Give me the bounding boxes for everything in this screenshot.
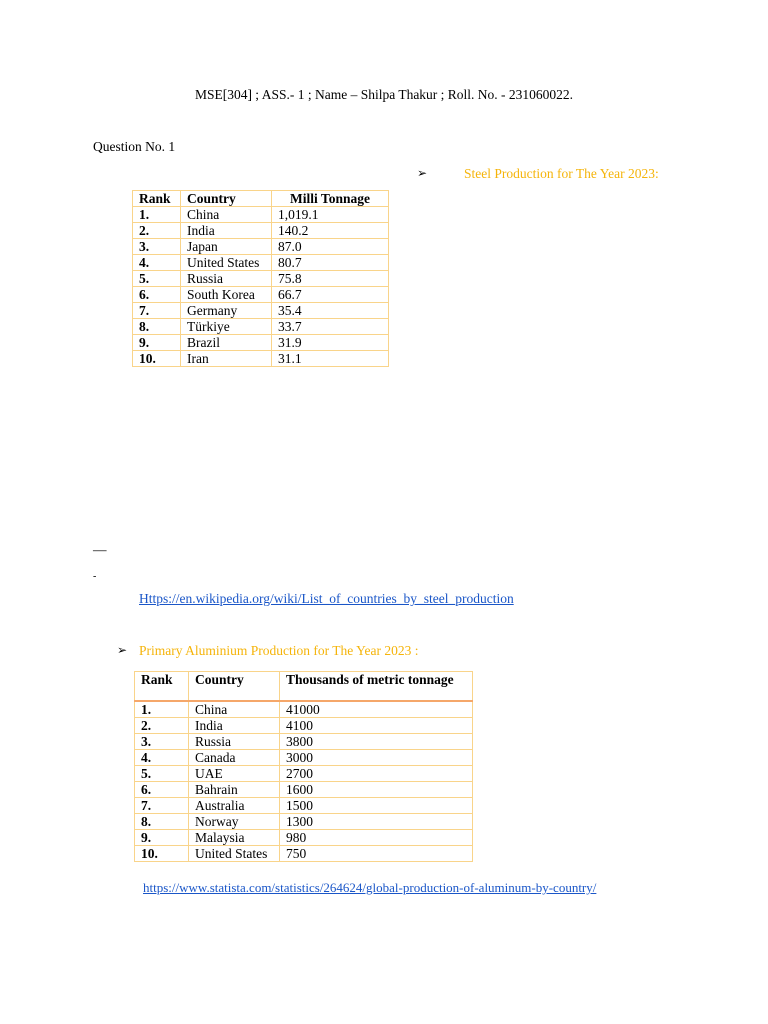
table-row <box>133 335 389 351</box>
rank-cell: 10. <box>135 846 189 862</box>
country-cell: India <box>181 223 272 239</box>
table-row <box>135 766 473 782</box>
value-cell: 41000 <box>280 701 473 718</box>
aluminium-source-link[interactable]: https://www.statista.com/statistics/264624/global-production-of-aluminum-by-country/ <box>143 880 597 895</box>
value-cell: 750 <box>280 846 473 862</box>
table-row <box>135 782 473 798</box>
rank-cell: 4. <box>135 750 189 766</box>
country-cell: Iran <box>181 351 272 367</box>
table-header-row <box>135 672 473 702</box>
country-cell: Norway <box>189 814 280 830</box>
column-header-rank: Rank <box>133 191 181 207</box>
aluminium-production-table <box>134 671 473 862</box>
dash-mark: — <box>93 542 107 557</box>
rank-cell: 5. <box>133 271 181 287</box>
rank-cell: 1. <box>133 207 181 223</box>
rank-cell: 7. <box>135 798 189 814</box>
country-cell: Bahrain <box>189 782 280 798</box>
column-header-country: Country <box>189 672 280 702</box>
country-cell: India <box>189 718 280 734</box>
rank-cell: 9. <box>135 830 189 846</box>
country-cell: UAE <box>189 766 280 782</box>
country-cell: Brazil <box>181 335 272 351</box>
rank-cell: 10. <box>133 351 181 367</box>
table-header-row <box>133 191 389 207</box>
value-cell: 3000 <box>280 750 473 766</box>
steel-production-table <box>132 190 389 367</box>
rank-cell: 3. <box>135 734 189 750</box>
arrow-bullet-icon: ➢ <box>117 643 128 657</box>
rank-cell: 5. <box>135 766 189 782</box>
country-cell: China <box>189 701 280 718</box>
question-label: Question No. 1 <box>93 139 176 154</box>
document-header: MSE[304] ; ASS.- 1 ; Name – Shilpa Thakur ; Roll. No. - 231060022. <box>194 87 574 102</box>
rank-cell: 6. <box>133 287 181 303</box>
steel-source-link[interactable]: Https://en.wikipedia.org/wiki/List_of_countries_by_steel_production <box>139 591 514 606</box>
table-row <box>133 287 389 303</box>
value-cell: 87.0 <box>272 239 389 255</box>
column-header-rank: Rank <box>135 672 189 702</box>
rank-cell: 9. <box>133 335 181 351</box>
country-cell: Russia <box>181 271 272 287</box>
table-row <box>133 207 389 223</box>
value-cell: 3800 <box>280 734 473 750</box>
table-row <box>135 798 473 814</box>
column-header-value: Milli Tonnage <box>272 191 389 207</box>
rank-cell: 7. <box>133 303 181 319</box>
aluminium-section-heading: Primary Aluminium Production for The Year 2023 : <box>139 643 419 658</box>
country-cell: Canada <box>189 750 280 766</box>
table-row <box>133 255 389 271</box>
table-row <box>135 814 473 830</box>
value-cell: 140.2 <box>272 223 389 239</box>
table-row <box>133 351 389 367</box>
country-cell: United States <box>181 255 272 271</box>
table-row <box>135 701 473 718</box>
column-header-country: Country <box>181 191 272 207</box>
value-cell: 66.7 <box>272 287 389 303</box>
rank-cell: 8. <box>135 814 189 830</box>
rank-cell: 1. <box>135 701 189 718</box>
arrow-bullet-icon: ➢ <box>417 166 428 180</box>
value-cell: 35.4 <box>272 303 389 319</box>
value-cell: 31.9 <box>272 335 389 351</box>
table-row <box>135 750 473 766</box>
table-row <box>133 271 389 287</box>
country-cell: Japan <box>181 239 272 255</box>
value-cell: 1,019.1 <box>272 207 389 223</box>
value-cell: 31.1 <box>272 351 389 367</box>
table-row <box>133 319 389 335</box>
rank-cell: 6. <box>135 782 189 798</box>
country-cell: Türkiye <box>181 319 272 335</box>
table-row <box>133 223 389 239</box>
value-cell: 980 <box>280 830 473 846</box>
rank-cell: 8. <box>133 319 181 335</box>
table-row <box>133 303 389 319</box>
table-row <box>135 846 473 862</box>
country-cell: Germany <box>181 303 272 319</box>
rank-cell: 3. <box>133 239 181 255</box>
value-cell: 75.8 <box>272 271 389 287</box>
table-row <box>135 830 473 846</box>
country-cell: South Korea <box>181 287 272 303</box>
table-row <box>135 718 473 734</box>
country-cell: Malaysia <box>189 830 280 846</box>
value-cell: 33.7 <box>272 319 389 335</box>
rank-cell: 4. <box>133 255 181 271</box>
value-cell: 2700 <box>280 766 473 782</box>
steel-section-heading: Steel Production for The Year 2023: <box>464 166 659 181</box>
value-cell: 1500 <box>280 798 473 814</box>
rank-cell: 2. <box>135 718 189 734</box>
dash-mark-small: - <box>93 571 97 582</box>
value-cell: 4100 <box>280 718 473 734</box>
table-row <box>133 239 389 255</box>
country-cell: Australia <box>189 798 280 814</box>
value-cell: 1300 <box>280 814 473 830</box>
country-cell: Russia <box>189 734 280 750</box>
country-cell: United States <box>189 846 280 862</box>
value-cell: 80.7 <box>272 255 389 271</box>
table-row <box>135 734 473 750</box>
value-cell: 1600 <box>280 782 473 798</box>
rank-cell: 2. <box>133 223 181 239</box>
country-cell: China <box>181 207 272 223</box>
column-header-value: Thousands of metric tonnage <box>280 672 473 702</box>
